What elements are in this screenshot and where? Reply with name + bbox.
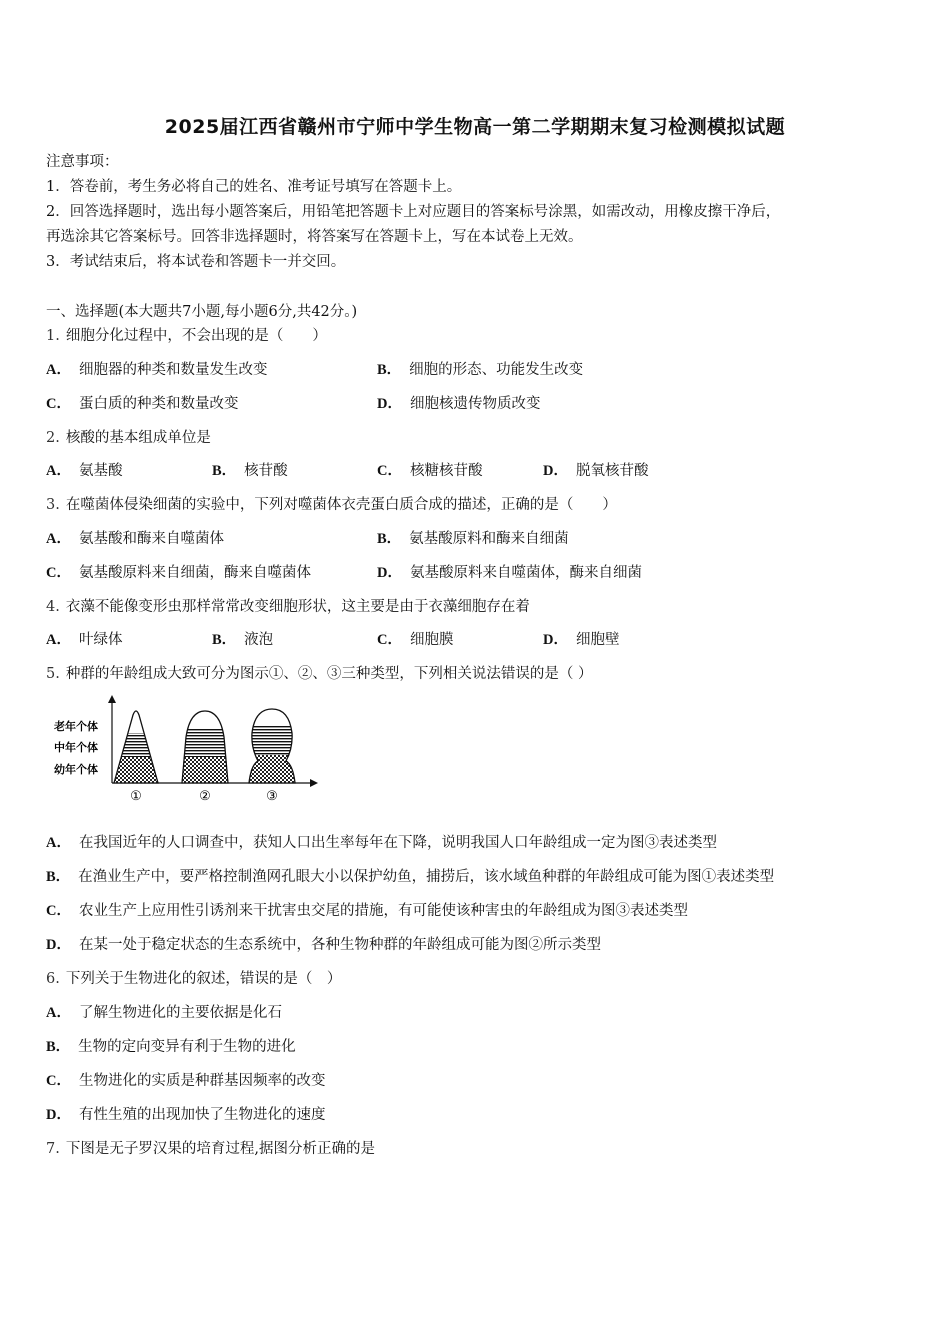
option-letter: C． — [46, 903, 71, 919]
option — [46, 1071, 325, 1091]
pyramid-declining — [247, 705, 297, 783]
y-axis-arrow — [108, 695, 116, 703]
option-text: 生物进化的实质是种群基因频率的改变 — [78, 1073, 326, 1089]
option-letter: A． — [46, 531, 71, 547]
option — [377, 529, 569, 549]
question-number: 7. — [46, 1141, 60, 1157]
option-letter: C． — [377, 632, 402, 648]
page-title: 2025届江西省赣州市宁师中学生物高一第二学期期末复习检测模拟试题 — [164, 116, 786, 138]
notice-item: 1．答卷前，考生务必将自己的姓名、准考证号填写在答题卡上。 — [46, 179, 462, 195]
option — [46, 1037, 296, 1057]
option — [46, 630, 122, 650]
option — [46, 867, 774, 887]
option — [46, 833, 717, 853]
option — [46, 394, 238, 414]
question-stem — [46, 1139, 375, 1159]
question-text: 细胞分化过程中，不会出现的是（ ） — [65, 328, 327, 344]
question-stem — [46, 428, 211, 448]
option — [46, 901, 688, 921]
option-letter: D． — [46, 1107, 71, 1123]
option — [377, 630, 453, 650]
x-label-2: ② — [199, 789, 211, 804]
option-text: 氨基酸 — [78, 463, 123, 479]
option — [46, 1003, 282, 1023]
notice-item: 再选涂其它答案标号。回答非选择题时，将答案写在答题卡上，写在本试卷上无效。 — [46, 229, 583, 245]
option — [212, 461, 288, 481]
option-text: 氨基酸原料来自噬菌体，酶来自细菌 — [409, 565, 642, 581]
option-letter: C． — [377, 463, 402, 479]
option-letter: D． — [543, 463, 568, 479]
question-stem — [46, 597, 530, 617]
option-text: 细胞的形态、功能发生改变 — [409, 362, 584, 378]
option-text: 有性生殖的出现加快了生物进化的速度 — [78, 1107, 326, 1123]
option — [543, 630, 619, 650]
option-letter: A． — [46, 1005, 71, 1021]
option-text: 在某一处于稳定状态的生态系统中，各种生物种群的年龄组成可能为图②所示类型 — [78, 937, 601, 953]
option — [46, 360, 267, 380]
option-letter: B． — [377, 531, 402, 547]
option-text: 细胞壁 — [575, 632, 620, 648]
option-text: 细胞膜 — [409, 632, 454, 648]
question-text: 核酸的基本组成单位是 — [65, 430, 211, 446]
question-number: 3. — [46, 497, 60, 513]
option-letter: D． — [377, 396, 402, 412]
option-text: 细胞核遗传物质改变 — [409, 396, 541, 412]
notice-heading: 注意事项： — [46, 154, 119, 170]
option-text: 核苷酸 — [244, 463, 288, 479]
option — [377, 394, 540, 414]
option — [46, 529, 224, 549]
notice-item: 3．考试结束后，将本试卷和答题卡一并交回。 — [46, 254, 346, 270]
option — [46, 563, 311, 583]
option-letter: A． — [46, 463, 71, 479]
option — [46, 935, 601, 955]
question-number: 6. — [46, 971, 60, 987]
x-axis-arrow — [310, 779, 318, 787]
option-letter: D． — [543, 632, 568, 648]
option-text: 了解生物进化的主要依据是化石 — [78, 1005, 282, 1021]
option — [46, 461, 122, 481]
question-text: 衣藻不能像变形虫那样常常改变细胞形状，这主要是由于衣藻细胞存在着 — [65, 599, 530, 615]
question-number: 5. — [46, 666, 60, 682]
question-number: 4. — [46, 599, 60, 615]
question-stem — [46, 664, 592, 684]
pyramid-stable — [180, 707, 230, 783]
option-letter: D． — [46, 937, 71, 953]
question-text: 下图是无子罗汉果的培育过程,据图分析正确的是 — [65, 1141, 375, 1157]
option-letter: C． — [46, 1073, 71, 1089]
option-letter: A． — [46, 632, 71, 648]
question-text: 在噬菌体侵染细菌的实验中，下列对噬菌体衣壳蛋白质合成的描述，正确的是（ ） — [65, 497, 617, 513]
option-text: 在我国近年的人口调查中，获知人口出生率每年在下降，说明我国人口年龄组成一定为图③表述类型 — [78, 835, 717, 851]
option — [377, 563, 642, 583]
question-number: 2. — [46, 430, 60, 446]
y-label-middle: 中年个体 — [54, 741, 98, 754]
question-number: 1. — [46, 328, 60, 344]
option-text: 氨基酸原料和酶来自细菌 — [409, 531, 569, 547]
section-heading: 一、选择题(本大题共7小题,每小题6分,共42分。) — [46, 304, 358, 320]
option-text: 在渔业生产中，要严格控制渔网孔眼大小以保护幼鱼，捕捞后，该水域鱼种群的年龄组成可能为图①表述类型 — [78, 869, 775, 885]
option-text: 氨基酸原料来自细菌，酶来自噬菌体 — [78, 565, 311, 581]
option — [543, 461, 648, 481]
notice-item: 2．回答选择题时，选出每小题答案后，用铅笔把答题卡上对应题目的答案标号涂黑，如需改动，用橡皮擦干净后， — [46, 204, 781, 220]
question-text: 种群的年龄组成大致可分为图示①、②、③三种类型，下列相关说法错误的是（ ） — [65, 666, 593, 682]
option-text: 氨基酸和酶来自噬菌体 — [78, 531, 224, 547]
question-stem — [46, 495, 617, 515]
question-text: 下列关于生物进化的叙述，错误的是（ ） — [65, 971, 342, 987]
age-structure-figure — [52, 693, 322, 808]
option — [377, 360, 583, 380]
option-letter: C． — [46, 396, 71, 412]
option-letter: A． — [46, 362, 71, 378]
option — [212, 630, 273, 650]
option-letter: C． — [46, 565, 71, 581]
option-letter: B． — [377, 362, 402, 378]
option-letter: B． — [46, 869, 71, 885]
question-stem — [46, 969, 341, 989]
option-text: 叶绿体 — [78, 632, 123, 648]
option-letter: B． — [212, 463, 237, 479]
y-label-young: 幼年个体 — [54, 763, 98, 776]
option-text: 细胞器的种类和数量发生改变 — [78, 362, 268, 378]
option-letter: B． — [212, 632, 237, 648]
option-text: 液泡 — [244, 632, 274, 648]
option — [377, 461, 482, 481]
option-letter: D． — [377, 565, 402, 581]
option-text: 农业生产上应用性引诱剂来干扰害虫交尾的措施，有可能使该种害虫的年龄组成为图③表述类型 — [78, 903, 688, 919]
option-text: 蛋白质的种类和数量改变 — [78, 396, 239, 412]
option-letter: A． — [46, 835, 71, 851]
option-text: 生物的定向变异有利于生物的进化 — [78, 1039, 296, 1055]
y-label-old: 老年个体 — [54, 720, 98, 733]
question-stem — [46, 326, 327, 346]
x-label-3: ③ — [266, 789, 278, 804]
x-label-1: ① — [130, 789, 142, 804]
option-text: 脱氧核苷酸 — [575, 463, 649, 479]
option — [46, 1105, 325, 1125]
option-letter: B． — [46, 1039, 71, 1055]
option-text: 核糖核苷酸 — [409, 463, 483, 479]
